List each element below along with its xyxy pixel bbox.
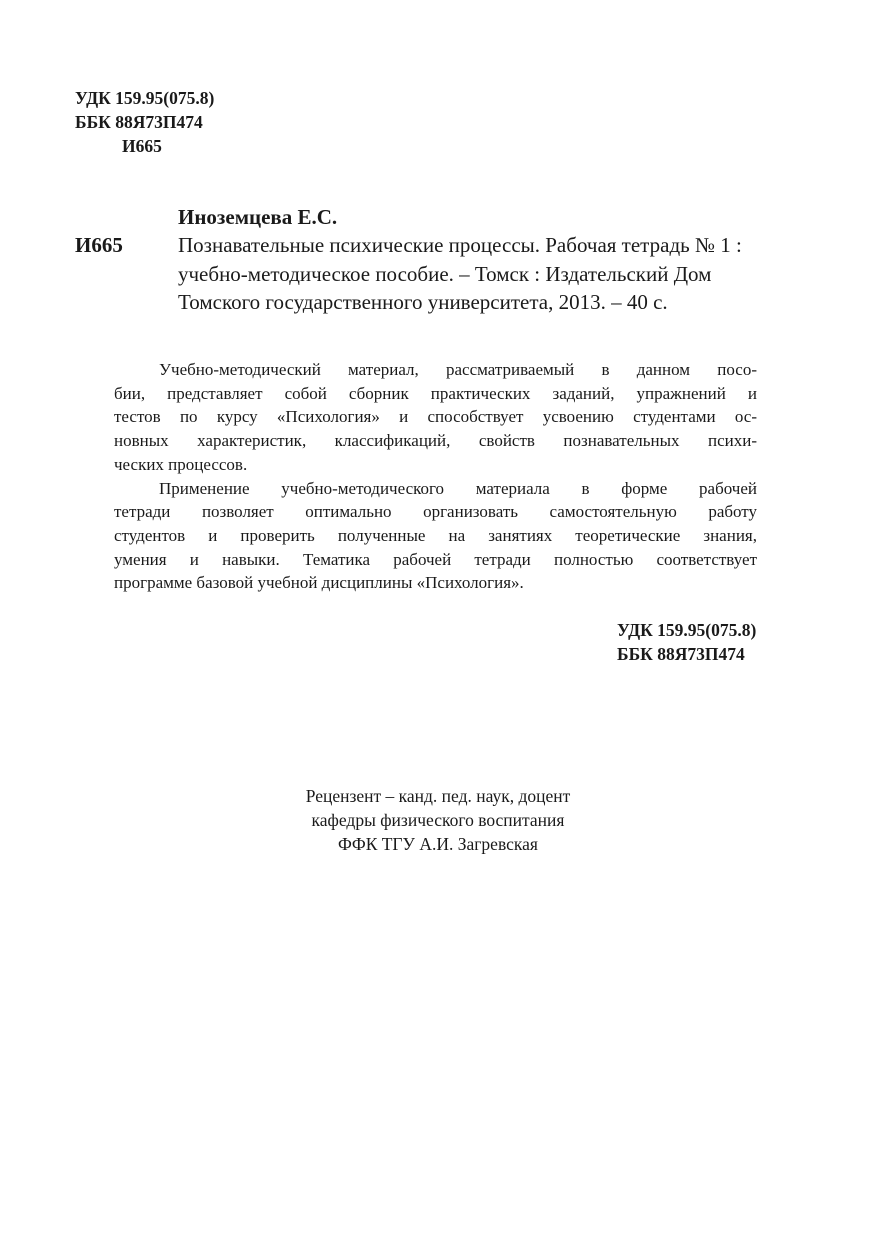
biblio-line: Познавательные психические процессы. Рабочая тетрадь № 1 : [178,233,742,257]
bbk-code: ББК 88Я73П474 [617,644,745,664]
author-mark-margin: И665 [75,233,123,257]
reviewer-line: кафедры физического воспитания [311,810,565,830]
abstract [114,358,757,595]
author-mark: И665 [122,136,162,156]
abstract-line: умения и навыки. Тематика рабочей тетради полностью соответствует [114,549,757,569]
bibliographic-description [178,231,818,317]
author-name: Иноземцева Е.С. [178,205,338,229]
abstract-line: ческих процессов. [114,454,248,474]
bbk-code: ББК 88Я73П474 [75,112,203,132]
abstract-paragraph-2 [114,477,757,596]
abstract-line: Применение учебно-методического материала в форме рабочей [159,478,757,498]
abstract-line: бии, представляет собой сборник практических заданий, упражнений и [114,383,757,403]
reviewer-line: ФФК ТГУ А.И. Загревская [338,834,538,854]
footer-classification [617,618,756,666]
abstract-line: тетради позволяет оптимально организовать самостоятельную работу [114,502,757,522]
reviewer-line: Рецензент – канд. пед. наук, доцент [305,786,571,806]
udk-code: УДК 159.95(075.8) [75,88,215,108]
abstract-paragraph-1 [114,358,757,477]
abstract-line: тестов по курсу «Психология» и способствует усвоению студентами ос- [114,407,757,427]
abstract-line: программе базовой учебной дисциплины «Психология». [114,573,524,593]
udk-code: УДК 159.95(075.8) [617,620,757,640]
abstract-line: Учебно-методический материал, рассматриваемый в данном посо- [159,360,757,379]
abstract-line: новных характеристик, классификаций, свойств познавательных психи- [114,431,757,451]
biblio-line: учебно-методическое пособие. – Томск : Издательский Дом [178,261,712,286]
header-classification [75,86,214,158]
biblio-line: Томского государственного университета, 2013. – 40 с. [178,290,668,314]
reviewer-block [238,784,638,856]
abstract-line: студентов и проверить полученные на занятиях теоретические знания, [114,525,757,545]
